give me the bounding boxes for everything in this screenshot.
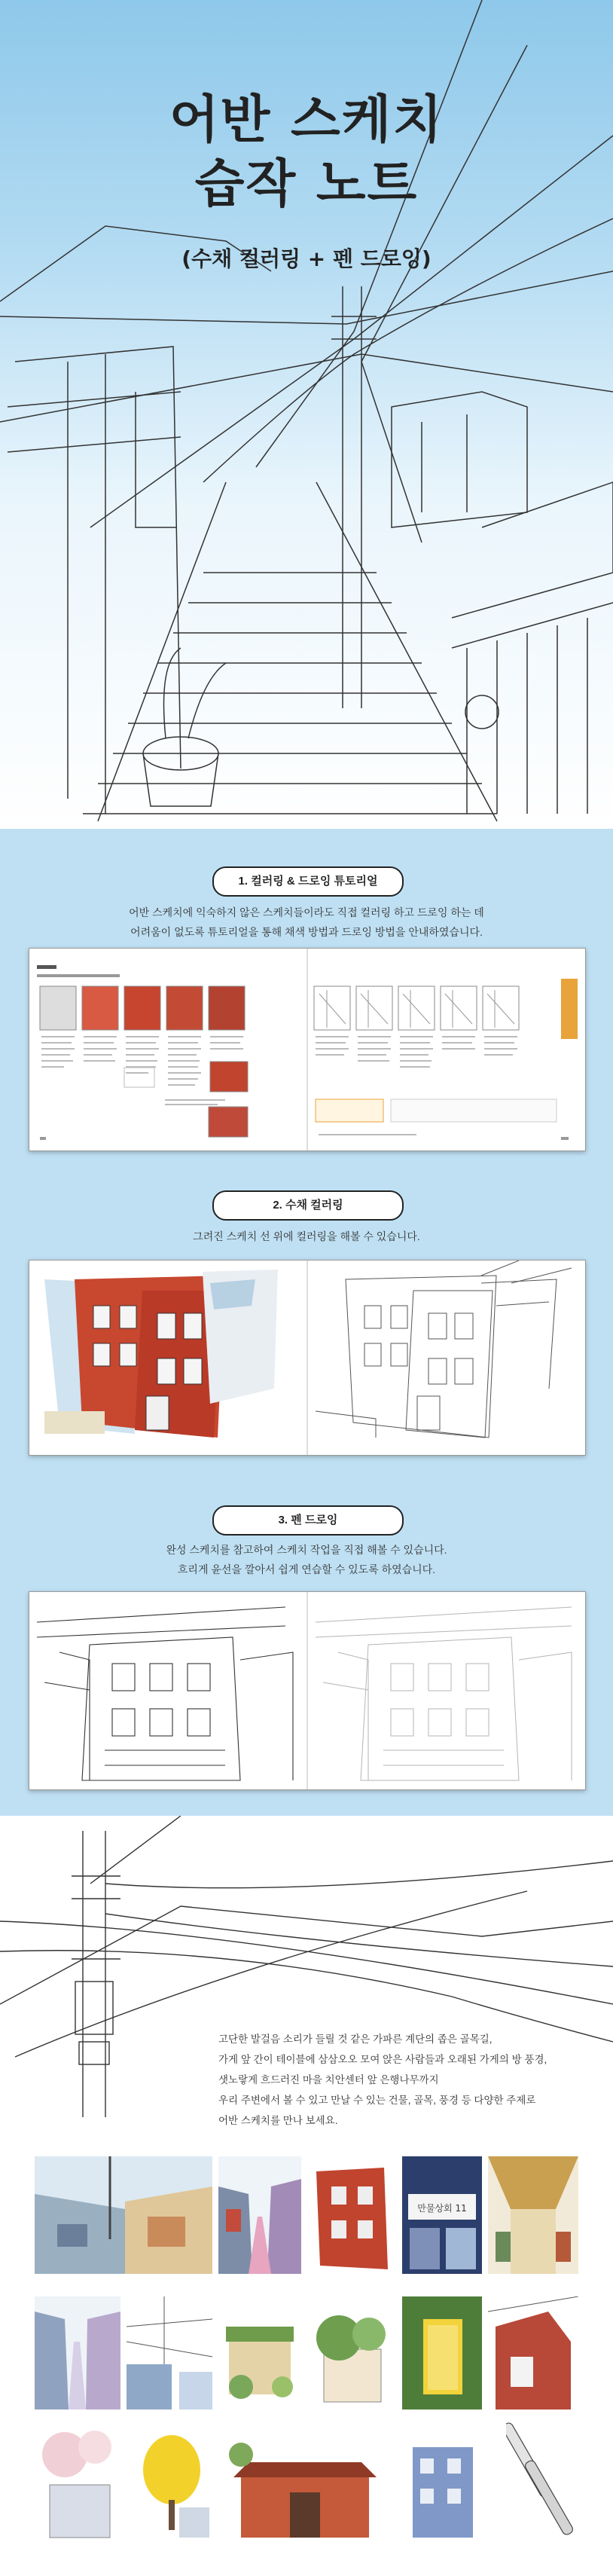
pen-illustration: [506, 2419, 581, 2554]
intro-text-line: 가게 앞 간이 테이블에 삼삼오오 모여 앉은 사람들과 오래된 가게의 방 풍경,: [218, 2054, 547, 2065]
thumbnail-ginkgo-tree: [127, 2425, 212, 2545]
title-line-1: 어반 스케치: [169, 90, 444, 150]
section-1-description-line: 어려움이 없도록 튜토리얼을 통해 채색 방법과 드로잉 방법을 안내하였습니다.: [130, 926, 483, 938]
thumbnail-yellow-door: [402, 2296, 482, 2409]
tutorial-spread: [29, 948, 586, 1151]
thumbnail-red-corner: [488, 2296, 578, 2409]
section-3-description-line: 흐리게 윤선을 깔아서 쉽게 연습할 수 있도록 하였습니다.: [177, 1563, 436, 1575]
thumbnail-blossom-street: [35, 2425, 120, 2545]
thumbnail-brick-gate: [218, 2425, 396, 2545]
thumbnail-tree-house: [309, 2296, 396, 2409]
section-1-description-line: 어반 스케치에 익숙하지 않은 스케치들이라도 직접 컬러링 하고 드로잉 하는 데: [129, 906, 484, 918]
section-3-description: [0, 1540, 613, 1579]
intro-text-line: 고단한 발걸음 소리가 들릴 것 같은 가파른 계단의 좁은 골목길,: [218, 2034, 493, 2045]
thumbnail-shop-sign: [402, 2156, 482, 2274]
section-1-label: 1. 컬러링 & 드로잉 튜토리얼: [212, 866, 404, 897]
thumbnail-blue-building: [402, 2425, 482, 2545]
section-1-description: [0, 903, 613, 942]
intro-text-line: 우리 주변에서 볼 수 있고 만날 수 있는 건물, 골목, 풍경 등 다양한 주제로: [218, 2095, 536, 2106]
section-2-label: 2. 수채 컬러링: [212, 1190, 404, 1221]
intro-text: [218, 2029, 595, 2131]
section-3-label: 3. 펜 드로잉: [212, 1505, 404, 1536]
intro-text-line: 샛노랗게 흐드러진 마을 치안센터 앞 은행나무까지: [218, 2074, 439, 2086]
section-2-description: [0, 1227, 613, 1246]
features-band: [0, 829, 613, 1816]
coloring-spread: [29, 1260, 586, 1456]
thumbnail-narrow-lane: [35, 2296, 120, 2409]
thumbnail-market-arcade: [488, 2156, 578, 2274]
coloring-spread-pages: [29, 1260, 585, 1455]
thumbnail-green-shop: [218, 2296, 301, 2409]
section-3-description-line: 완성 스케치를 참고하여 스케치 작업을 직접 해볼 수 있습니다.: [166, 1544, 447, 1556]
thumbnail-pink-road: [218, 2156, 301, 2274]
title-line-2: 습작 노트: [194, 154, 419, 214]
intro-text-line: 어반 스케치를 만나 보세요.: [218, 2115, 338, 2126]
thumbnail-red-building: [309, 2156, 396, 2274]
hero-section: [0, 0, 613, 829]
tutorial-spread-pages: [29, 949, 585, 1150]
subtitle: (수채 컬러링 + 펜 드로잉): [181, 246, 432, 271]
shop-sign-text: 만물상회 11: [417, 2203, 467, 2214]
drawing-spread-pages: [29, 1592, 585, 1789]
intro-section: [0, 1816, 613, 2576]
drawing-spread: [29, 1591, 586, 1790]
thumbnail-alley-street: [35, 2156, 212, 2274]
thumbnail-power-lines: [127, 2296, 212, 2409]
section-2-description-line: 그려진 스케치 선 위에 컬러링을 해볼 수 있습니다.: [193, 1230, 420, 1242]
